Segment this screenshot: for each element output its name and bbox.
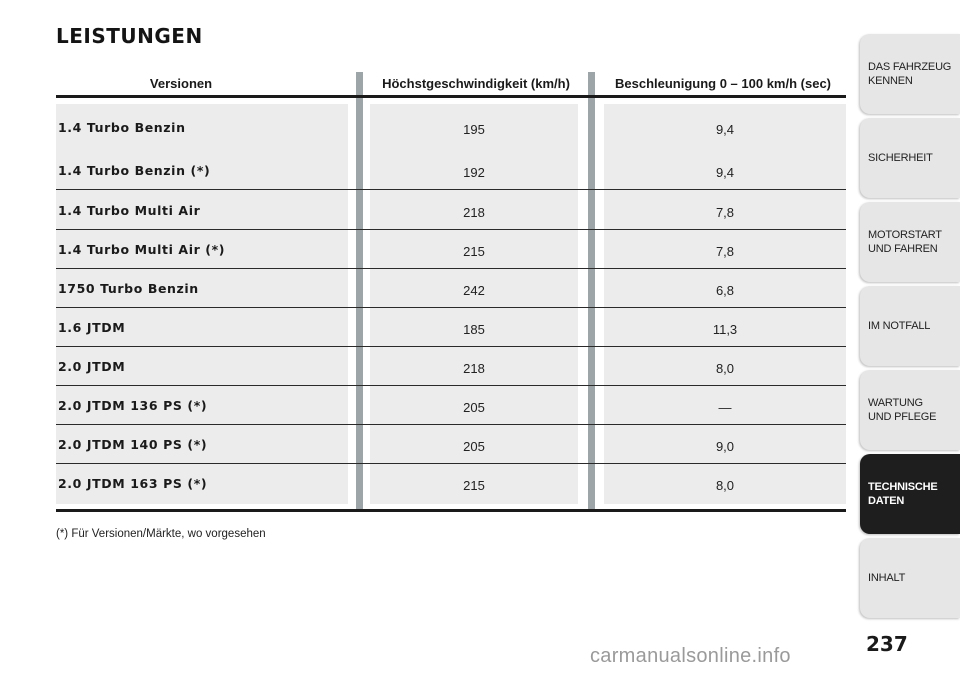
speed-cell: 205 (463, 439, 485, 454)
tab-label: MOTORSTART UND FAHREN (868, 229, 942, 255)
acceleration-cell: 7,8 (715, 244, 735, 259)
tab-sicherheit[interactable] (860, 118, 960, 198)
version-cell: 2.0 JTDM (58, 359, 126, 374)
tab-das-fahrzeug-kennen[interactable] (860, 34, 960, 114)
table-row (56, 464, 846, 503)
acceleration-cell: 9,4 (715, 122, 735, 137)
tab-label: INHALT (868, 572, 906, 584)
table-row (56, 425, 846, 464)
header-acceleration: Beschleunigung 0 – 100 km/h (sec) (614, 76, 832, 91)
tab-inhalt[interactable] (860, 538, 960, 618)
speed-cell: 215 (463, 244, 485, 259)
page-title: LEISTUNGEN (56, 24, 203, 48)
version-cell: 1.4 Turbo Benzin (*) (58, 163, 211, 178)
watermark: carmanualsonline.info (590, 645, 791, 667)
table-row (56, 230, 846, 269)
table-bottom-rule (56, 509, 846, 512)
performance-table (56, 60, 846, 514)
table-top-rule (56, 95, 846, 98)
page-number: 237 (866, 632, 908, 656)
table-row (56, 386, 846, 425)
tab-label: TECHNISCHE DATEN (868, 481, 938, 507)
version-cell: 1.4 Turbo Multi Air (*) (58, 242, 226, 257)
acceleration-cell: — (718, 400, 732, 415)
table-row (56, 269, 846, 308)
acceleration-cell: 9,4 (715, 165, 735, 180)
tab-im-notfall[interactable] (860, 286, 960, 366)
row-divider (56, 189, 846, 190)
version-cell: 2.0 JTDM 136 PS (*) (58, 398, 208, 413)
tab-label: SICHERHEIT (868, 152, 933, 164)
tab-label: IM NOTFALL (868, 320, 931, 332)
version-cell: 2.0 JTDM 163 PS (*) (58, 476, 208, 491)
version-cell: 1.4 Turbo Multi Air (58, 203, 201, 218)
table-row (56, 347, 846, 386)
tab-technische-daten[interactable] (860, 454, 960, 534)
speed-cell: 205 (463, 400, 485, 415)
table-row (56, 151, 846, 190)
speed-cell: 215 (463, 478, 485, 493)
table-row (56, 191, 846, 230)
acceleration-cell: 7,8 (715, 205, 735, 220)
table-row (56, 108, 846, 147)
header-version: Versionen (149, 76, 213, 91)
acceleration-cell: 11,3 (712, 322, 738, 337)
tab-wartung-und-pflege[interactable] (860, 370, 960, 450)
speed-cell: 192 (463, 165, 485, 180)
version-cell: 1.6 JTDM (58, 320, 126, 335)
version-cell: 1750 Turbo Benzin (58, 281, 199, 296)
speed-cell: 242 (463, 283, 485, 298)
version-cell: 1.4 Turbo Benzin (58, 120, 186, 135)
acceleration-cell: 9,0 (715, 439, 735, 454)
tab-motorstart-und-fahren[interactable] (860, 202, 960, 282)
acceleration-cell: 6,8 (715, 283, 735, 298)
footnote: (*) Für Versionen/Märkte, wo vorgesehen (56, 528, 266, 540)
acceleration-cell: 8,0 (715, 478, 735, 493)
tab-label: WARTUNG UND PFLEGE (868, 397, 937, 423)
header-top-speed: Höchstgeschwindigkeit (km/h) (382, 76, 570, 91)
speed-cell: 218 (463, 205, 485, 220)
acceleration-cell: 8,0 (715, 361, 735, 376)
speed-cell: 185 (463, 322, 485, 337)
tab-label: DAS FAHRZEUG KENNEN (868, 61, 952, 87)
version-cell: 2.0 JTDM 140 PS (*) (58, 437, 208, 452)
speed-cell: 218 (463, 361, 485, 376)
speed-cell: 195 (463, 122, 485, 137)
table-row (56, 308, 846, 347)
